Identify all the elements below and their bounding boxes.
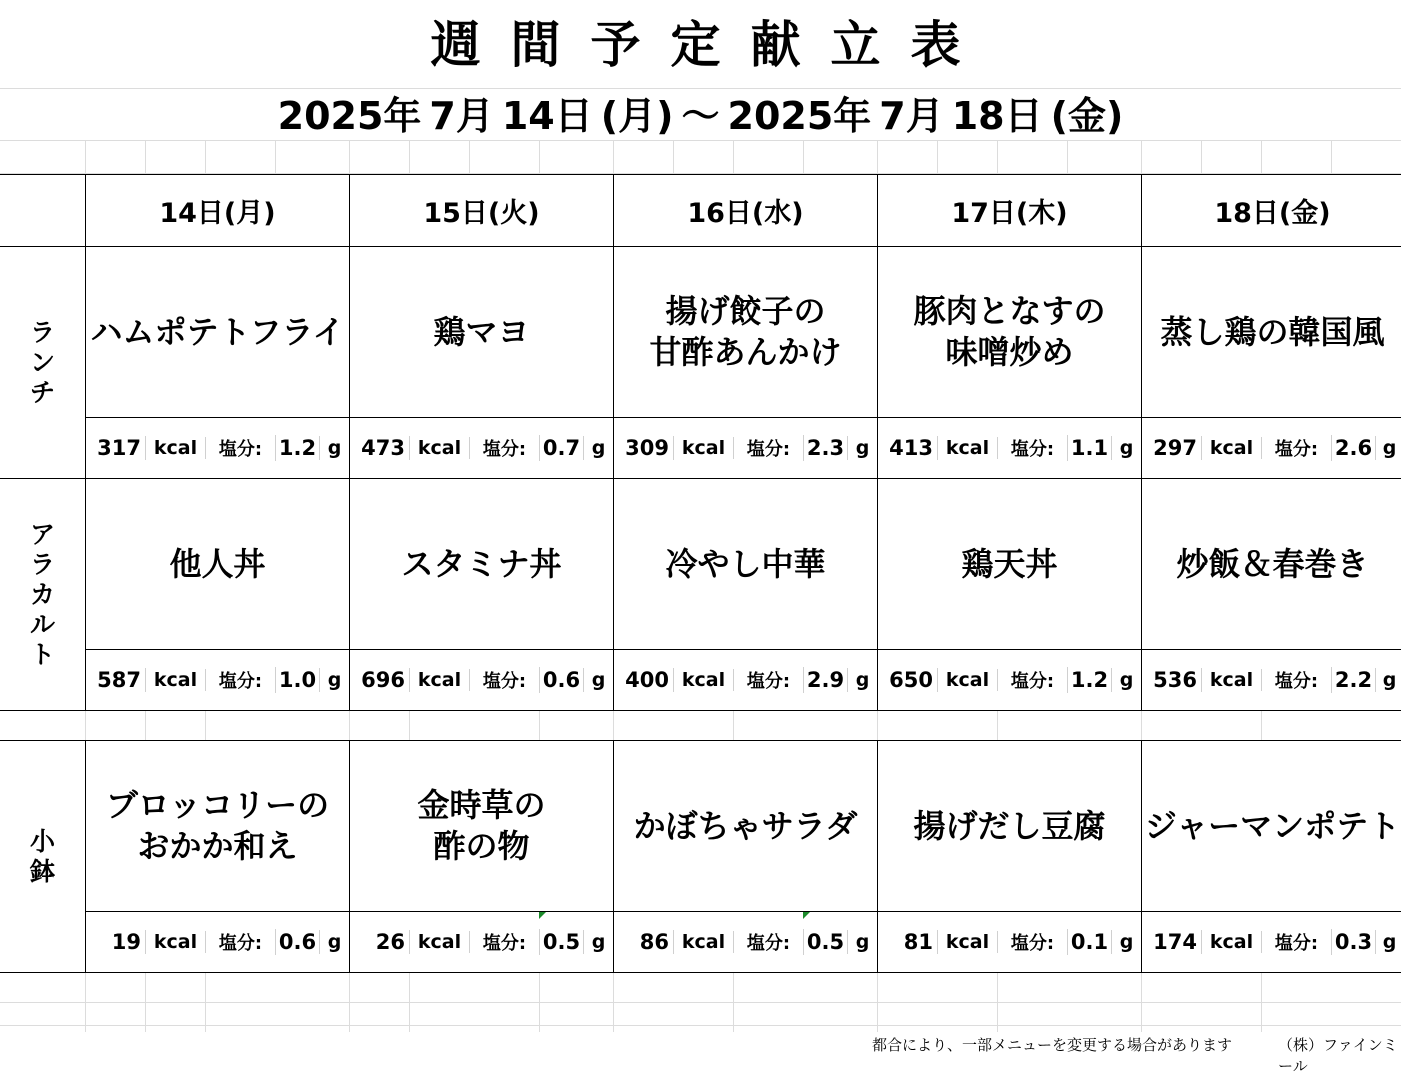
dish-name-line: 揚げ餃子の: [665, 292, 825, 330]
kcal-unit: kcal: [938, 931, 998, 953]
dish-name: [1142, 247, 1401, 418]
category-side: 小鉢: [0, 741, 86, 973]
period-separator: ～: [681, 94, 719, 138]
salt-value: 2.6: [1332, 436, 1376, 460]
dish-name: [878, 479, 1142, 650]
period-start-day: 14日: [502, 94, 593, 138]
salt-label: 塩分:: [1262, 435, 1332, 461]
salt-value: 2.2: [1332, 668, 1376, 692]
kcal-value: 400: [614, 668, 674, 692]
side-nutrition-row: [0, 912, 1401, 973]
kcal-value: 26: [350, 930, 410, 954]
kcal-unit: kcal: [146, 669, 206, 691]
salt-value: 1.2: [276, 436, 320, 460]
salt-label: 塩分:: [206, 435, 276, 461]
dish-name: [1142, 741, 1401, 912]
dish-name-line: かぼちゃサラダ: [634, 807, 858, 845]
nutrition-cell: [86, 650, 350, 711]
salt-unit: g: [848, 437, 877, 459]
period-start-weekday: (月): [601, 94, 674, 138]
kcal-value: 174: [1142, 930, 1202, 954]
nutrition-cell: [614, 912, 878, 973]
period-end-year: 2025年: [728, 94, 872, 138]
dish-name-line: ハムポテトフライ: [90, 313, 344, 351]
salt-label: 塩分:: [1262, 929, 1332, 955]
kcal-unit: kcal: [938, 669, 998, 691]
kcal-value: 696: [350, 668, 410, 692]
footer-company: （株）ファインミール: [1278, 1034, 1401, 1076]
salt-unit: g: [320, 669, 349, 691]
page-title: 週間予定献立表: [0, 14, 1401, 76]
salt-label: 塩分:: [998, 435, 1068, 461]
kcal-value: 309: [614, 436, 674, 460]
kcal-unit: kcal: [1202, 669, 1262, 691]
day-header-row: [0, 175, 1401, 247]
salt-unit: g: [1112, 437, 1141, 459]
period-start-year: 2025年: [278, 94, 422, 138]
comment-marker: [539, 912, 546, 919]
dish-name: [878, 741, 1142, 912]
salt-label: 塩分:: [206, 667, 276, 693]
salt-unit: g: [584, 669, 613, 691]
salt-label: 塩分:: [470, 667, 540, 693]
salt-value: 0.6: [276, 930, 320, 954]
dish-name: [86, 479, 350, 650]
kcal-value: 86: [614, 930, 674, 954]
nutrition-cell: [878, 912, 1142, 973]
dish-name-line: 蒸し鶏の韓国風: [1160, 313, 1384, 351]
salt-label: 塩分:: [998, 929, 1068, 955]
salt-value: 0.5: [540, 930, 584, 954]
comment-marker: [803, 912, 810, 919]
lunch-nutrition-row: [0, 418, 1401, 479]
menu-period: [0, 92, 1401, 140]
kcal-unit: kcal: [410, 931, 470, 953]
salt-label: 塩分:: [470, 929, 540, 955]
salt-unit: g: [1112, 931, 1141, 953]
period-end-month: 7月: [879, 94, 943, 138]
nutrition-cell: [878, 650, 1142, 711]
salt-label: 塩分:: [470, 435, 540, 461]
kcal-unit: kcal: [674, 669, 734, 691]
side-dish-row: [0, 741, 1401, 912]
nutrition-cell: [614, 418, 878, 479]
kcal-value: 413: [878, 436, 938, 460]
dish-name: [614, 247, 878, 418]
nutrition-cell: [350, 418, 614, 479]
kcal-value: 473: [350, 436, 410, 460]
nutrition-cell: [86, 912, 350, 973]
kcal-unit: kcal: [1202, 931, 1262, 953]
dish-name-line: ブロッコリーの: [106, 786, 329, 824]
dish-name-line: 味噌炒め: [945, 333, 1073, 371]
menu-table-side: [0, 740, 1401, 973]
menu-table-main: [0, 174, 1401, 711]
dish-name: [350, 479, 614, 650]
salt-value: 1.0: [276, 668, 320, 692]
kcal-value: 81: [878, 930, 938, 954]
kcal-value: 587: [86, 668, 146, 692]
salt-value: 0.1: [1068, 930, 1112, 954]
salt-unit: g: [1376, 669, 1401, 691]
kcal-value: 650: [878, 668, 938, 692]
salt-value: 2.9: [804, 668, 848, 692]
dish-name: [878, 247, 1142, 418]
day-header-mon: 14日(月): [86, 175, 350, 247]
nutrition-cell: [1142, 418, 1401, 479]
salt-unit: g: [848, 669, 877, 691]
salt-unit: g: [1112, 669, 1141, 691]
dish-name-line: 豚肉となすの: [913, 292, 1105, 330]
salt-label: 塩分:: [206, 929, 276, 955]
dish-name-line: 揚げだし豆腐: [913, 807, 1105, 845]
day-header-wed: 16日(水): [614, 175, 878, 247]
salt-value: 2.3: [804, 436, 848, 460]
dish-name: [1142, 479, 1401, 650]
salt-label: 塩分:: [734, 435, 804, 461]
day-header-thu: 17日(木): [878, 175, 1142, 247]
dish-name-line: 甘酢あんかけ: [649, 333, 841, 371]
salt-value: 0.3: [1332, 930, 1376, 954]
dish-name-line: 酢の物: [433, 827, 529, 865]
nutrition-cell: [1142, 912, 1401, 973]
nutrition-cell: [878, 418, 1142, 479]
nutrition-cell: [350, 912, 614, 973]
period-end-day: 18日: [952, 94, 1043, 138]
salt-unit: g: [584, 437, 613, 459]
kcal-unit: kcal: [674, 931, 734, 953]
salt-unit: g: [1376, 931, 1401, 953]
kcal-unit: kcal: [146, 931, 206, 953]
footer-note: 都合により、一部メニューを変更する場合があります: [872, 1034, 1232, 1055]
kcal-value: 297: [1142, 436, 1202, 460]
day-header-tue: 15日(火): [350, 175, 614, 247]
dish-name: [614, 741, 878, 912]
nutrition-cell: [86, 418, 350, 479]
day-header-fri: 18日(金): [1142, 175, 1401, 247]
salt-value: 0.5: [804, 930, 848, 954]
salt-label: 塩分:: [998, 667, 1068, 693]
kcal-unit: kcal: [410, 437, 470, 459]
kcal-value: 19: [86, 930, 146, 954]
dish-name-line: 鶏天丼: [961, 545, 1057, 583]
dish-name: [86, 247, 350, 418]
lunch-dish-row: [0, 247, 1401, 418]
salt-label: 塩分:: [1262, 667, 1332, 693]
salt-label: 塩分:: [734, 667, 804, 693]
kcal-unit: kcal: [410, 669, 470, 691]
dish-name-line: 他人丼: [169, 545, 265, 583]
dish-name-line: ジャーマンポテト: [1145, 807, 1400, 845]
salt-value: 1.2: [1068, 668, 1112, 692]
period-start-month: 7月: [429, 94, 493, 138]
kcal-value: 536: [1142, 668, 1202, 692]
dish-name-line: 冷やし中華: [665, 545, 825, 583]
alacarte-nutrition-row: [0, 650, 1401, 711]
dish-name-line: 鶏マヨ: [433, 313, 529, 351]
dish-name: [614, 479, 878, 650]
salt-unit: g: [1376, 437, 1401, 459]
category-alacarte: アラカルト: [0, 479, 86, 711]
salt-value: 0.7: [540, 436, 584, 460]
dish-name: [86, 741, 350, 912]
period-end-weekday: (金): [1051, 94, 1124, 138]
dish-name-line: おかか和え: [137, 827, 297, 865]
kcal-value: 317: [86, 436, 146, 460]
dish-name-line: 炒飯＆春巻き: [1176, 545, 1368, 583]
dish-name: [350, 741, 614, 912]
salt-unit: g: [320, 931, 349, 953]
kcal-unit: kcal: [938, 437, 998, 459]
dish-name: [350, 247, 614, 418]
dish-name-line: スタミナ丼: [401, 545, 561, 583]
corner-cell: [0, 175, 86, 247]
kcal-unit: kcal: [1202, 437, 1262, 459]
nutrition-cell: [350, 650, 614, 711]
salt-unit: g: [320, 437, 349, 459]
salt-value: 0.6: [540, 668, 584, 692]
nutrition-cell: [1142, 650, 1401, 711]
dish-name-line: 金時草の: [417, 786, 545, 824]
nutrition-cell: [614, 650, 878, 711]
salt-label: 塩分:: [734, 929, 804, 955]
kcal-unit: kcal: [146, 437, 206, 459]
salt-unit: g: [584, 931, 613, 953]
alacarte-dish-row: [0, 479, 1401, 650]
salt-value: 1.1: [1068, 436, 1112, 460]
kcal-unit: kcal: [674, 437, 734, 459]
category-lunch: ランチ: [0, 247, 86, 479]
salt-unit: g: [848, 931, 877, 953]
